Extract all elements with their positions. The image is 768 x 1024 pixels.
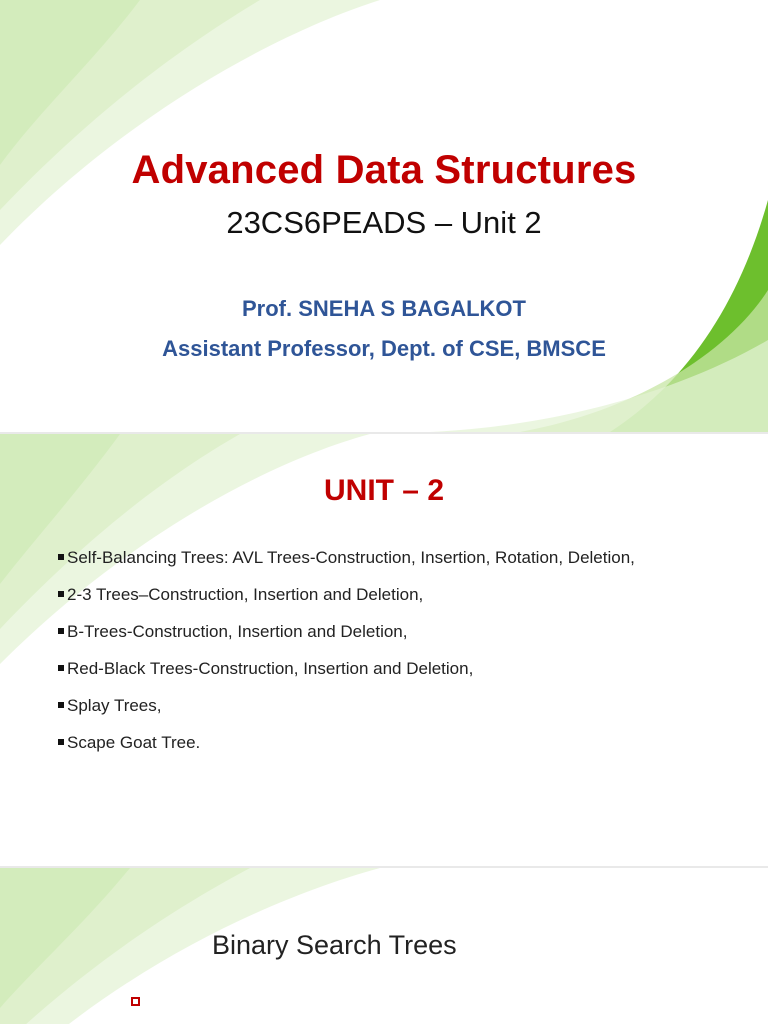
list-item: [58, 655, 698, 682]
author-role: Assistant Professor, Dept. of CSE, BMSCE: [162, 336, 606, 361]
slide-title: Advanced Data Structures: [131, 148, 637, 192]
topic-list: [58, 544, 698, 766]
title-slide: [0, 0, 768, 432]
slide-subtitle: 23CS6PEADS – Unit 2: [226, 205, 542, 240]
square-bullet-icon: [58, 554, 64, 560]
topic-text: Red-Black Trees-Construction, Insertion and Deletion,: [67, 659, 474, 678]
square-bullet-icon: [58, 591, 64, 597]
topic-text: Splay Trees,: [67, 696, 162, 715]
list-item: [58, 581, 698, 608]
square-bullet-icon: [58, 665, 64, 671]
binary-search-trees-slide: [0, 868, 768, 1024]
author-name: Prof. SNEHA S BAGALKOT: [242, 296, 526, 321]
unit-overview-slide: [0, 434, 768, 866]
topic-text: Scape Goat Tree.: [67, 733, 201, 752]
square-bullet-icon: [58, 739, 64, 745]
hollow-square-bullet-icon: [131, 997, 140, 1006]
square-bullet-icon: [58, 702, 64, 708]
slide-heading: Binary Search Trees: [212, 930, 457, 960]
list-item: [58, 618, 698, 645]
list-item: [58, 692, 698, 719]
unit-heading: UNIT – 2: [323, 474, 445, 507]
square-bullet-icon: [58, 628, 64, 634]
list-item: [58, 544, 698, 571]
topic-text: 2-3 Trees–Construction, Insertion and Deletion,: [67, 585, 424, 604]
list-item: [58, 729, 698, 756]
topic-text: B-Trees-Construction, Insertion and Deletion,: [67, 622, 408, 641]
topic-text: Self-Balancing Trees: AVL Trees-Construction, Insertion, Rotation, Deletion,: [67, 548, 635, 567]
